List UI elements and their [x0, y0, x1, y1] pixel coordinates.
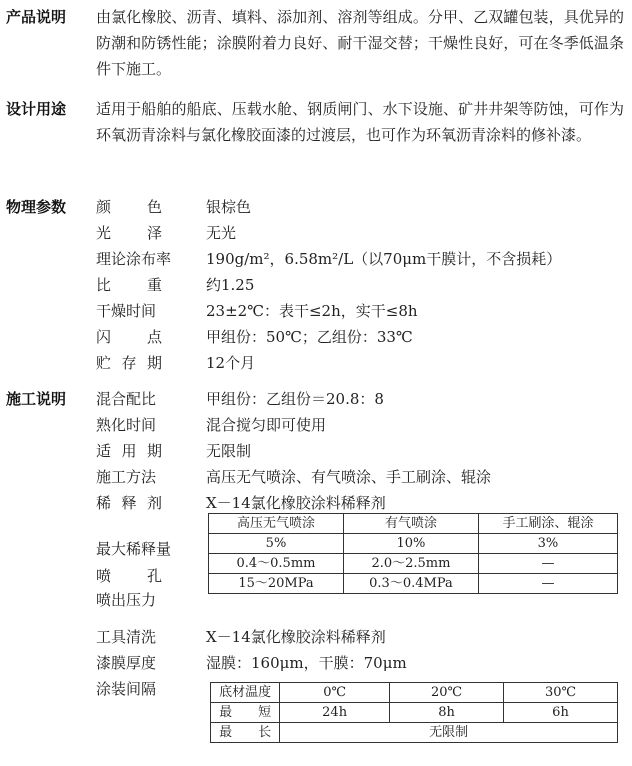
param-row-drying: 干燥时间 23±2℃：表干≤2h，实干≤8h: [96, 298, 626, 324]
spray-row-label-nozzle: 喷 孔: [96, 567, 162, 585]
table-cell: 0.4～0.5mm: [209, 554, 344, 574]
construction-value: 混合搅匀即可使用: [206, 416, 327, 434]
table-header-cell: 0℃: [280, 683, 390, 703]
table-cell: 10%: [343, 534, 478, 554]
param-value: 23±2℃：表干≤2h，实干≤8h: [206, 302, 418, 320]
table-header-cell: 高压无气喷涂: [209, 514, 344, 534]
table-row: [211, 723, 618, 743]
construction-value: X－14氯化橡胶涂料稀释剂: [206, 628, 386, 646]
table-cell: —: [478, 554, 617, 574]
param-value: 约1.25: [206, 276, 255, 294]
param-value: 12个月: [206, 354, 256, 372]
table-cell: 0.3～0.4MPa: [343, 574, 478, 594]
recoat-interval-table: [210, 682, 618, 743]
table-header-cell: 20℃: [390, 683, 504, 703]
param-row-flashpoint: 闪 点 甲组份：50℃；乙组份：33℃: [96, 324, 626, 350]
spray-parameters-table: [208, 513, 618, 594]
table-header-row: [209, 514, 618, 534]
construction-value: 甲组份：乙组份＝20.8：8: [206, 390, 384, 408]
table-row: [209, 574, 618, 594]
param-value: 银棕色: [206, 198, 252, 216]
table-row: [211, 703, 618, 723]
table-cell: —: [478, 574, 617, 594]
param-value: 无光: [206, 224, 237, 242]
construction-row-tool-cleaning: 工具清洗 X－14氯化橡胶涂料稀释剂: [96, 624, 626, 650]
construction-row-thinner: 稀 释 剂 X－14氯化橡胶涂料稀释剂: [96, 490, 626, 516]
param-row-coverage: 理论涂布率 190g/m²，6.58m²/L（以70μm干膜计，不含损耗）: [96, 246, 626, 272]
param-value: 甲组份：50℃；乙组份：33℃: [206, 328, 413, 346]
table-header-cell: 底材温度: [211, 683, 280, 703]
table-cell: 24h: [280, 703, 390, 723]
param-row-shelf-life: 贮 存 期 12个月: [96, 350, 626, 376]
table-header-cell: 手工刷涂、辊涂: [478, 514, 617, 534]
table-header-cell: 30℃: [504, 683, 618, 703]
section-title-construction: 施工说明: [6, 390, 67, 408]
table-cell: 8h: [390, 703, 504, 723]
table-row-label: 最 长: [211, 723, 280, 743]
table-row: [209, 554, 618, 574]
product-description: 由氯化橡胶、沥青、填料、添加剂、溶剂等组成。分甲、乙双罐包装，具优异的防潮和防锈性能；涂膜附着力良好、耐干湿交替；干燥性良好，可在冬季低温条件下施工。: [96, 8, 624, 78]
param-value: 190g/m²，6.58m²/L（以70μm干膜计，不含损耗）: [206, 250, 562, 268]
construction-row-induction: 熟化时间 混合搅匀即可使用: [96, 412, 626, 438]
construction-row-pot-life: 适 用 期 无限制: [96, 438, 626, 464]
table-row-label: 最 短: [211, 703, 280, 723]
construction-value: 高压无气喷涂、有气喷涂、手工刷涂、辊涂: [206, 468, 492, 486]
construction-value: 无限制: [206, 442, 252, 460]
table-cell: 5%: [209, 534, 344, 554]
construction-row-recoat-interval: 涂装间隔: [96, 680, 157, 698]
section-title-usage: 设计用途: [6, 100, 67, 118]
construction-value: 湿膜：160μm，干膜：70μm: [206, 654, 407, 672]
table-header-row: [211, 683, 618, 703]
spray-row-label-pressure: 喷出压力: [96, 591, 157, 609]
table-cell: 无限制: [280, 723, 618, 743]
construction-row-mix-ratio: 混合配比 甲组份：乙组份＝20.8：8: [96, 386, 626, 412]
param-row-density: 比 重 约1.25: [96, 272, 626, 298]
table-header-cell: 有气喷涂: [343, 514, 478, 534]
table-cell: 6h: [504, 703, 618, 723]
section-title-physical: 物理参数: [6, 198, 67, 216]
table-row: [209, 534, 618, 554]
table-cell: 3%: [478, 534, 617, 554]
table-cell: 2.0～2.5mm: [343, 554, 478, 574]
param-row-color: 颜 色 银棕色: [96, 194, 626, 220]
section-title-product: 产品说明: [6, 8, 67, 26]
construction-row-film-thickness: 漆膜厚度 湿膜：160μm，干膜：70μm: [96, 650, 626, 676]
construction-value: X－14氯化橡胶涂料稀释剂: [206, 494, 386, 512]
usage-description: 适用于船舶的船底、压载水舱、钢质闸门、水下设施、矿井井架等防蚀，可作为环氧沥青涂料与氯化橡胶面漆的过渡层，也可作为环氧沥青涂料的修补漆。: [96, 100, 624, 144]
table-cell: 15～20MPa: [209, 574, 344, 594]
spray-row-label-max-thinning: 最大稀释量: [96, 540, 172, 558]
param-row-gloss: 光 泽 无光: [96, 220, 626, 246]
construction-row-method: 施工方法 高压无气喷涂、有气喷涂、手工刷涂、辊涂: [96, 464, 626, 490]
